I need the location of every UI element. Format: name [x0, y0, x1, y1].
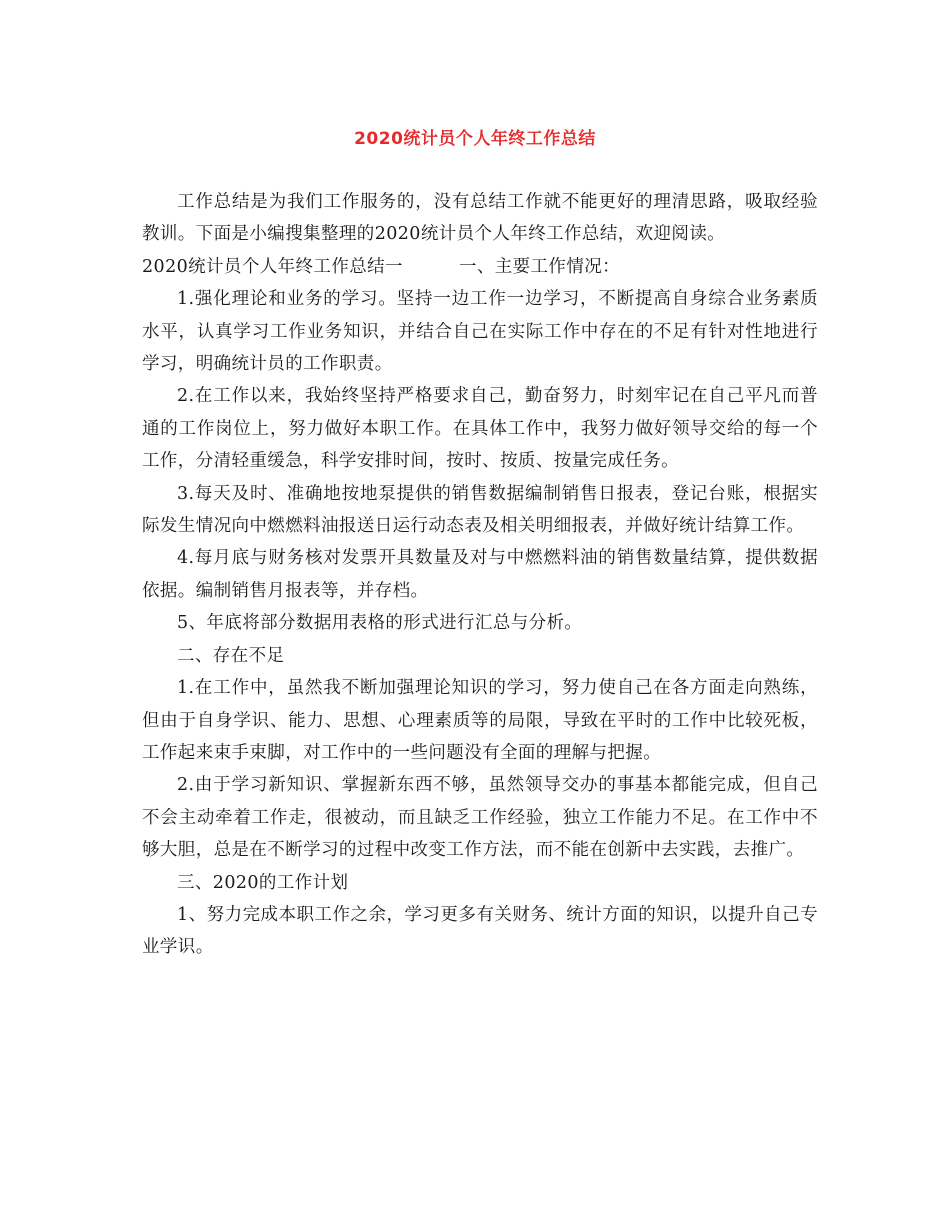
section1-item-4: 4.每月底与财务核对发票开具数量及对与中燃燃料油的销售数量结算，提供数据依据。编制销售月报表等，并存档。 — [142, 548, 818, 601]
section2-item-2: 2.由于学习新知识、掌握新东西不够，虽然领导交办的事基本都能完成，但自己不会主动牵着工作走，很被动，而且缺乏工作经验，独立工作能力不足。在工作中不够大胆，总是在不断学习的过程中改变工作方法，而不能在创新中去实践，去推广。 — [142, 775, 818, 861]
section2-heading: 二、存在不足 — [177, 645, 285, 666]
section1-item-3: 3.每天及时、准确地按地泵提供的销售数据编制销售日报表，登记台账，根据实际发生情况向中燃燃料油报送日运行动态表及相关明细报表，并做好统计结算工作。 — [142, 483, 818, 537]
section1-item-1: 1.强化理论和业务的学习。坚持一边工作一边学习，不断提高自身综合业务素质水平，认真学习工作业务知识，并结合自己在实际工作中存在的不足有针对性地进行学习，明确统计员的工作职责。 — [142, 289, 818, 375]
section3-item-1: 1、努力完成本职工作之余，学习更多有关财务、统计方面的知识，以提升自己专业学识。 — [142, 904, 818, 958]
article-heading: 2020统计员个人年终工作总结一 — [142, 256, 403, 277]
document-title: 2020统计员个人年终工作总结 — [354, 129, 596, 149]
section2-item-1: 1.在工作中，虽然我不断加强理论知识的学习，努力使自己在各方面走向熟练，但由于自身学识、能力、思想、心理素质等的局限，导致在平时的工作中比较死板，工作起来束手束脚，对工作中的一些问题没有全面的理解与把握。 — [142, 678, 818, 763]
section3-heading: 三、2020的工作计划 — [177, 872, 349, 893]
intro-paragraph: 工作总结是为我们工作服务的，没有总结工作就不能更好的理清思路，吸取经验教训。下面是小编搜集整理的2020统计员个人年终工作总结，欢迎阅读。 — [142, 192, 818, 245]
document-body — [142, 186, 818, 964]
section1-item-2: 2.在工作以来，我始终坚持严格要求自己，勤奋努力，时刻牢记在自己平凡而普通的工作岗位上，努力做好本职工作。在具体工作中，我努力做好领导交给的每一个工作，分清轻重缓急，科学安排时间，按时、按质、按量完成任务。 — [142, 386, 818, 472]
article-heading-line — [142, 251, 818, 283]
section1-item-5: 5、年底将部分数据用表格的形式进行汇总与分析。 — [177, 613, 583, 634]
section1-heading: 一、主要工作情况： — [458, 256, 621, 277]
